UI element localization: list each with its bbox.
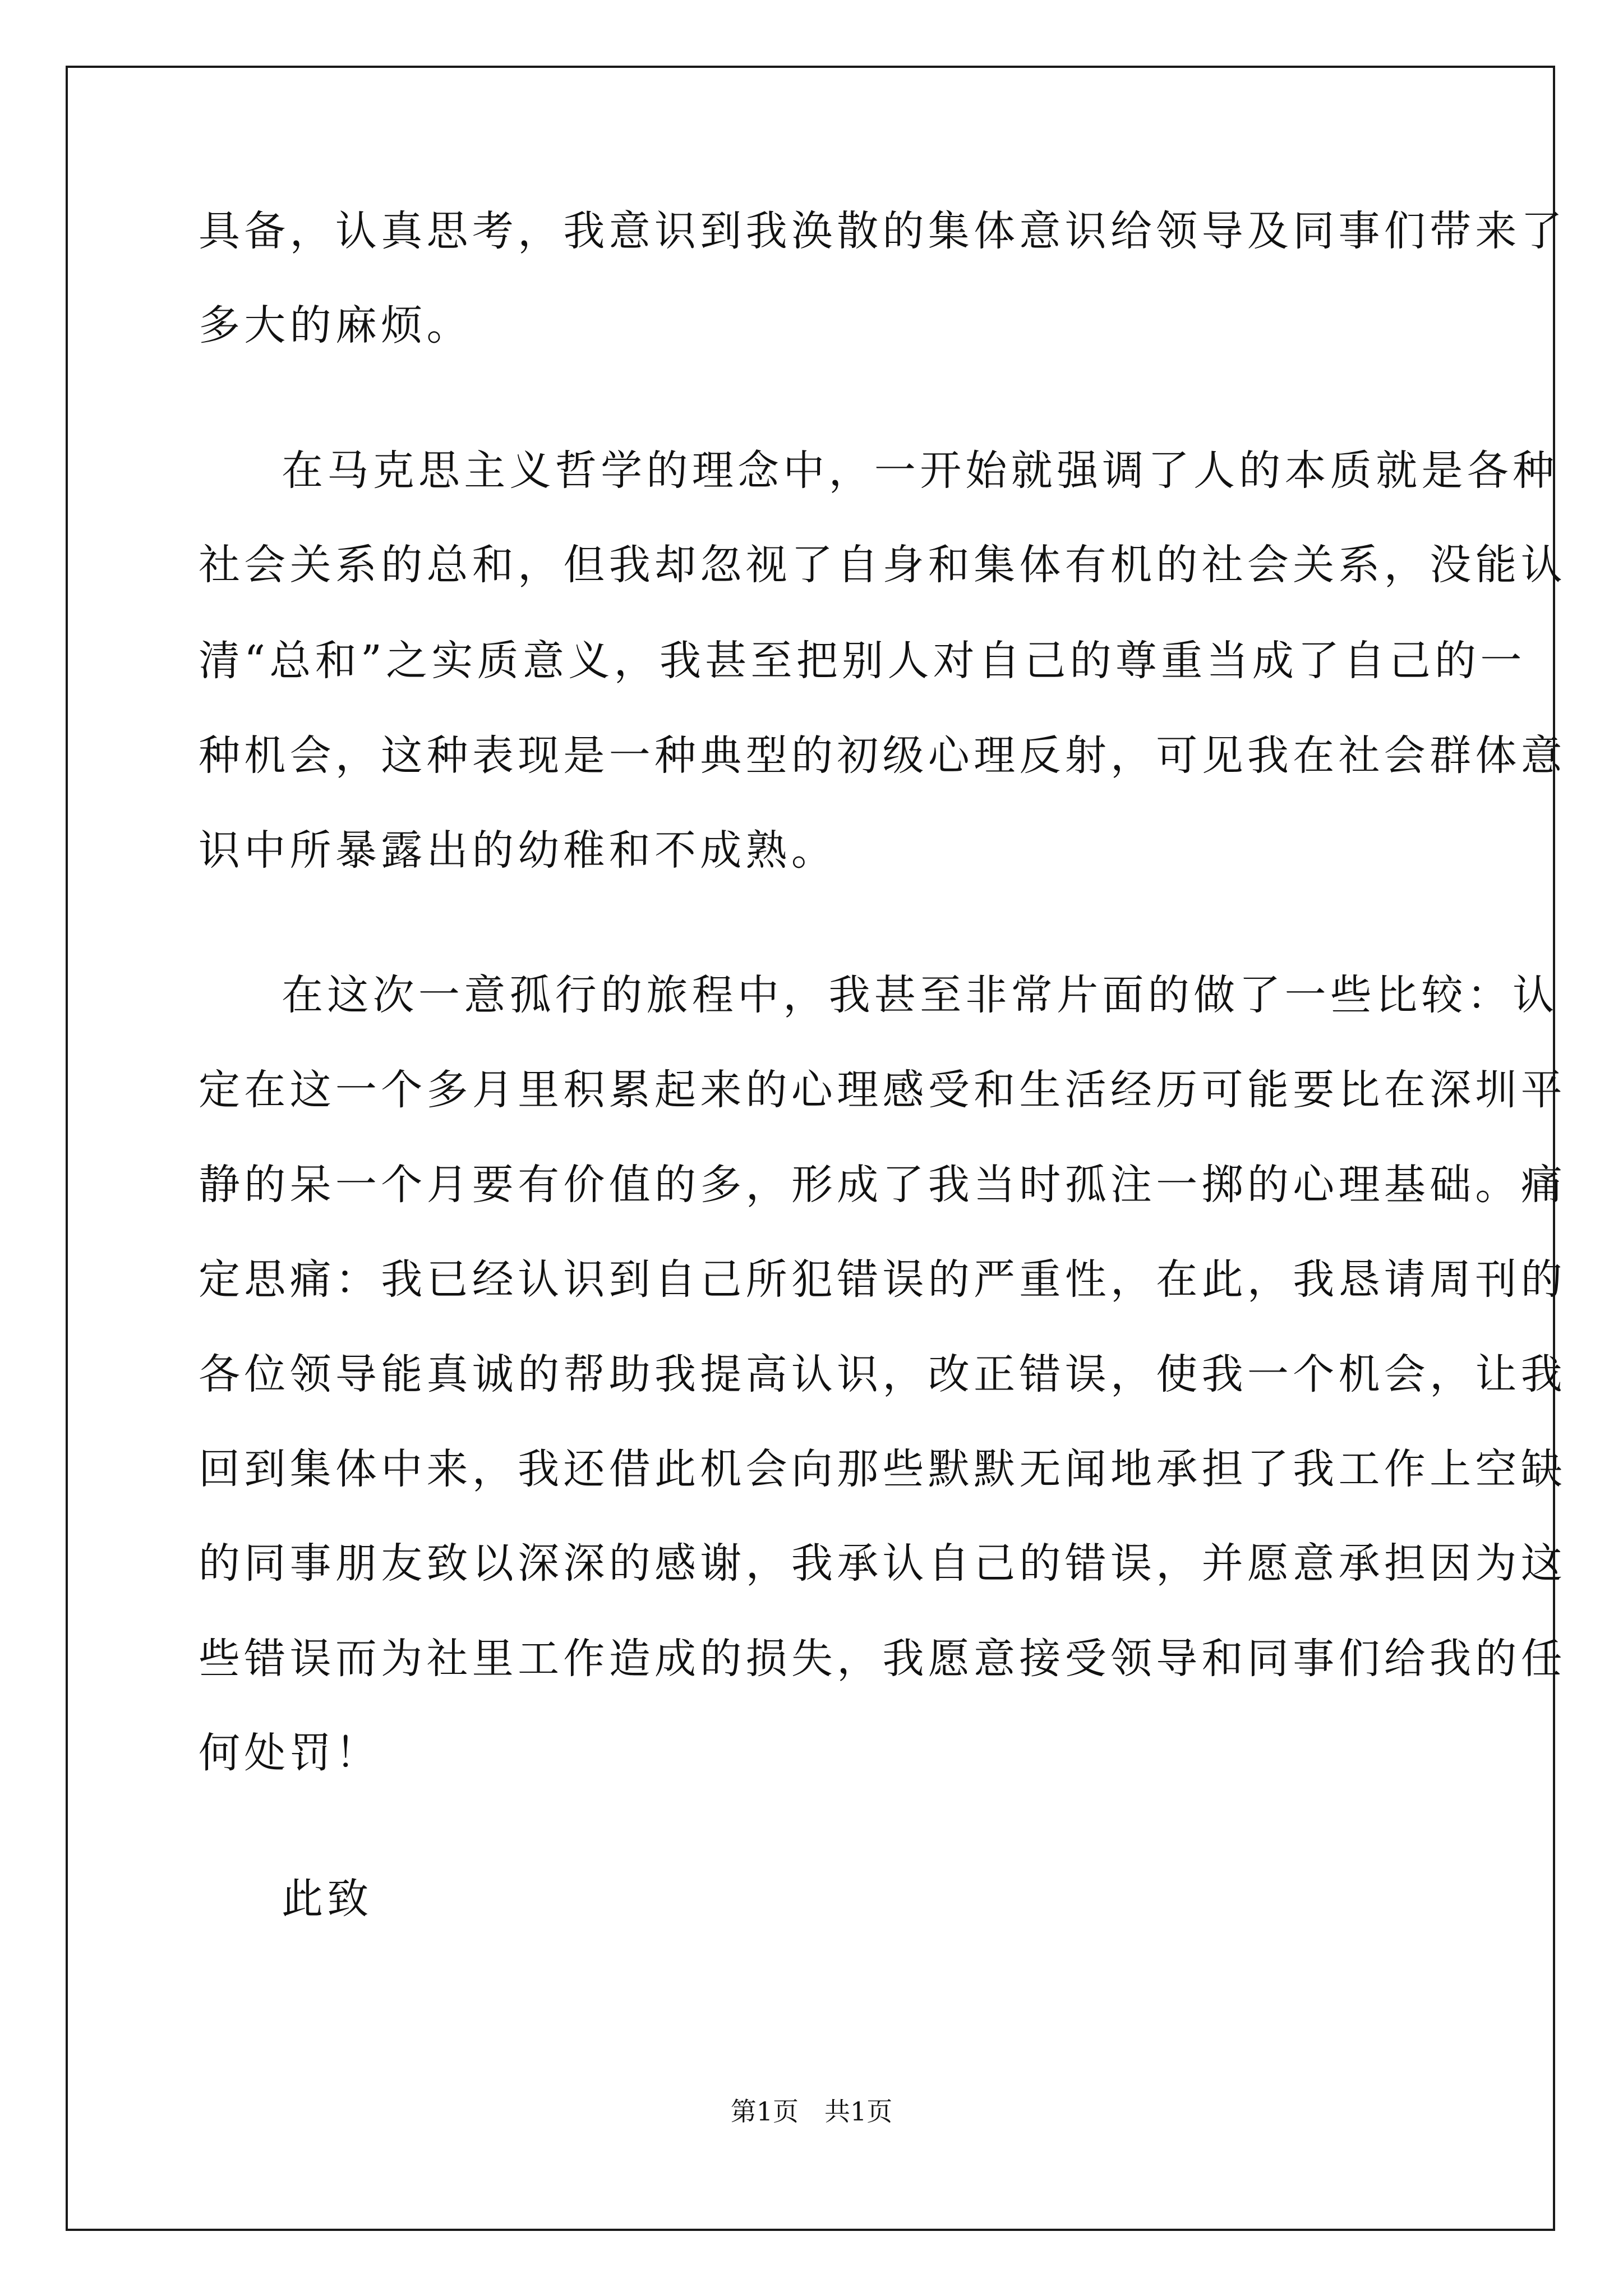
text-line: 各位领导能真诚的帮助我提高认识，改正错误，使我一个机会，让我 — [199, 1350, 1566, 1398]
text-line: 定在这一个多月里积累起来的心理感受和生活经历可能要比在深圳平 — [199, 1066, 1566, 1114]
text-line: 些错误而为社里工作造成的损失，我愿意接受领导和同事们给我的任 — [199, 1635, 1566, 1683]
paragraph-first-line: 在马克思主义哲学的理念中，一开始就强调了人的本质就是各种 — [282, 447, 1559, 495]
text-line: 识中所暴露出的幼稚和不成熟。 — [199, 826, 837, 875]
text-line: 多大的麻烦。 — [199, 301, 472, 349]
text-line: 静的呆一个月要有价值的多，形成了我当时孤注一掷的心理基础。痛 — [199, 1161, 1566, 1209]
text-line: 的同事朋友致以深深的感谢，我承认自己的错误，并愿意承担因为这 — [199, 1539, 1566, 1588]
text-line: 回到集体中来，我还借此机会向那些默默无闻地承担了我工作上空缺 — [199, 1445, 1566, 1493]
text-line: 种机会，这种表现是一种典型的初级心理反射，可见我在社会群体意 — [199, 731, 1566, 780]
text-line: 何处罚！ — [199, 1729, 381, 1777]
text-line: 清“总和”之实质意义，我甚至把别人对自己的尊重当成了自己的一 — [199, 637, 1526, 685]
paragraph-first-line: 在这次一意孤行的旅程中，我甚至非常片面的做了一些比较：认 — [282, 971, 1559, 1019]
text-line: 具备，认真思考，我意识到我涣散的集体意识给领导及同事们带来了 — [199, 207, 1566, 255]
closing-salutation: 此致 — [282, 1875, 373, 1923]
text-line: 定思痛：我已经认识到自己所犯错误的严重性，在此，我恳请周刊的 — [199, 1255, 1566, 1304]
text-line: 社会关系的总和，但我却忽视了自身和集体有机的社会关系，没能认 — [199, 541, 1566, 589]
page-number: 第1页 共1页 — [730, 2096, 893, 2127]
